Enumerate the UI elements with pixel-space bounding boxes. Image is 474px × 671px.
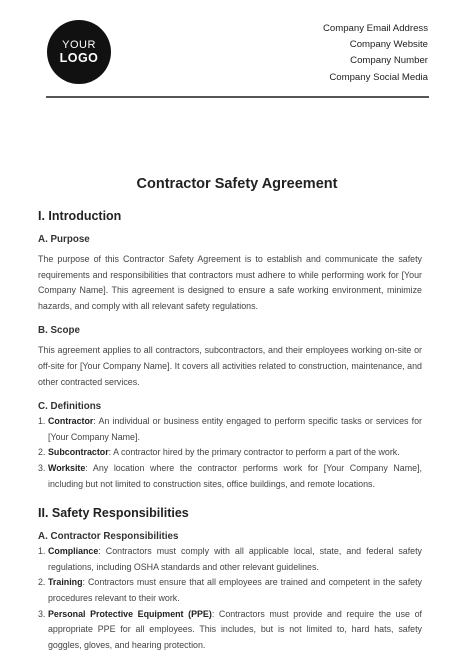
list-term: Training <box>48 577 83 588</box>
list-text: : An individual or business entity engaged to perform specific tasks or services for [Your Company Name]. <box>48 416 422 442</box>
subsection-heading: A. Contractor Responsibilities <box>38 531 179 543</box>
subsection-heading: C. Definitions <box>38 401 102 413</box>
purpose-paragraph: The purpose of this Contractor Safety Agreement is to establish and communicate the safety requirements and responsibilities that contractors must adhere to while performing work for [Your Company Name]. This agreement is designed to ensure a safe working environment, minimize hazards, and comply with all relevant safety regulations. <box>38 254 422 311</box>
scope-paragraph: This agreement applies to all contractors, subcontractors, and their employees working on-site or off-site for [Your Company Name]. It covers all activities related to construction, maintenance, and other contracted services. <box>38 345 422 387</box>
contact-website: Company Website <box>349 39 428 51</box>
list-item: 3. Worksite: Any location where the contractor performs work for [Your Company Name], including but not limited to construction sites, office buildings, and remote locations. <box>38 462 422 489</box>
contact-email: Company Email Address <box>322 23 428 34</box>
list-term: Worksite <box>48 462 86 473</box>
list-item: 3. Personal Protective Equipment (PPE): Contractors must provide and require the use of appropriate PPE for all employees. This includes, but is not limited to, hard hats, safety goggles, gloves, and hearing protection. <box>38 608 422 650</box>
responsibilities-list <box>38 544 422 653</box>
subsection-heading: B. Scope <box>38 325 80 337</box>
company-logo <box>47 20 111 84</box>
list-text: : A contractor hired by the primary contractor to perform a part of the work. <box>108 447 400 458</box>
section-introduction <box>38 209 422 492</box>
subsection-contractor-responsibilities <box>38 531 422 653</box>
list-item: 1. Compliance: Contractors must comply with all applicable local, state, and federal safety regulations, including OSHA standards and other relevant guidelines. <box>38 546 422 572</box>
list-item: 2. Subcontractor: A contractor hired by the primary contractor to perform a part of the work. <box>38 447 400 458</box>
list-term: Compliance <box>48 546 99 557</box>
list-text: : Contractors must ensure that all employees are trained and competent in the safety procedures relevant to their work. <box>48 577 422 603</box>
contact-block <box>323 21 428 86</box>
document-title: Contractor Safety Agreement <box>136 176 338 192</box>
subsection-scope <box>38 325 422 390</box>
list-term: Contractor <box>48 416 94 427</box>
list-term: Personal Protective Equipment (PPE) <box>48 608 212 619</box>
contact-number: Company Number <box>350 55 428 67</box>
header-divider <box>46 96 429 98</box>
list-term: Subcontractor <box>48 447 109 458</box>
list-item: 2. Training: Contractors must ensure that all employees are trained and competent in the safety procedures relevant to their work. <box>38 577 422 603</box>
contact-social: Company Social Media <box>329 71 428 83</box>
logo-line-2: LOGO <box>59 50 99 65</box>
document-body <box>38 209 422 667</box>
list-item: 1. Contractor: An individual or business entity engaged to perform specific tasks or services for [Your Company Name]. <box>38 416 422 442</box>
subsection-heading: A. Purpose <box>38 234 90 245</box>
list-text: : Contractors must comply with all applicable local, state, and federal safety regulations, including OSHA standards and other relevant guidelines. <box>48 546 422 572</box>
section-heading: I. Introduction <box>38 209 122 223</box>
subsection-purpose <box>38 234 422 314</box>
logo-line-1: YOUR <box>62 38 96 51</box>
section-safety-responsibilities <box>38 506 422 653</box>
definitions-list <box>38 414 422 492</box>
list-text: : Any location where the contractor performs work for [Your Company Name], including but not limited to construction sites, office buildings, and remote locations. <box>48 462 422 489</box>
subsection-definitions <box>38 401 422 492</box>
list-text: : Contractors must provide and require the use of appropriate PPE for all employees. This includes, but is not limited to, hard hats, safety goggles, gloves, and hearing protection. <box>48 608 422 650</box>
section-heading: II. Safety Responsibilities <box>38 506 189 521</box>
